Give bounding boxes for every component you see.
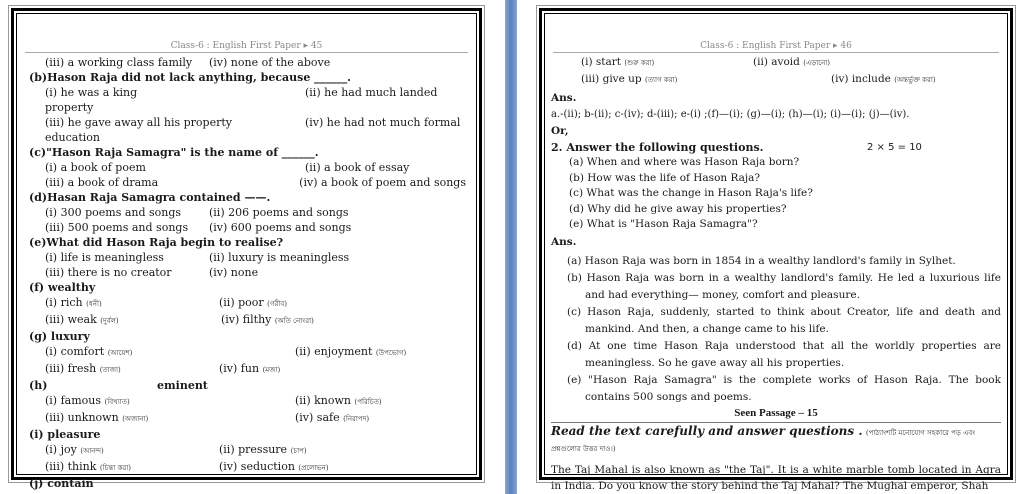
bangla-gloss: (এড়ানো)	[803, 59, 831, 67]
question-h-word: eminent	[157, 379, 208, 392]
option-continuation: education	[45, 131, 100, 144]
bangla-instruction: (পাঠ্যাংশটি মনোযোগ সহকারে পড় এবং প্রশ্নগুলোর উত্তর দাও।)	[551, 428, 976, 453]
option: (i) a book of poem	[45, 161, 146, 174]
bangla-gloss: (দুর্বল)	[100, 317, 119, 325]
bangla-gloss: (তাজা)	[99, 366, 121, 374]
option: (iii) give up	[581, 72, 642, 85]
answer-label: Ans.	[551, 92, 577, 104]
question-2-marks: 2 × 5 = 10	[867, 141, 922, 153]
or-label: Or,	[551, 125, 569, 137]
option: (i) 300 poems and songs	[45, 206, 182, 219]
option: (i) comfort	[45, 345, 105, 358]
bangla-gloss: (প্রলোভন)	[298, 464, 329, 472]
bangla-gloss: (নিরাপদ)	[343, 415, 370, 423]
page-header: Class-6 : English First Paper ▸ 46	[553, 41, 999, 53]
question: (d) Why did he give away his properties?	[569, 202, 787, 215]
instruction: Read the text carefully and answer questions .	[551, 423, 863, 438]
bangla-gloss: (উপভোগ)	[375, 349, 407, 357]
bangla-gloss: (বিখ্যাত)	[104, 398, 130, 406]
page-header: Class-6 : English First Paper ▸ 45	[25, 41, 468, 53]
right-page	[536, 5, 1016, 492]
option: (iv) 600 poems and songs	[209, 221, 352, 234]
question-c: (c)"Hason Raja Samagra" is the name of ______.	[29, 146, 319, 159]
option: (ii) poor	[219, 296, 264, 309]
question-j: (j) contain	[29, 477, 94, 490]
bangla-gloss: (অন্তর্ভুক্ত করা)	[894, 75, 936, 84]
question-d: (d)Hasan Raja Samagra contained ——.	[29, 191, 271, 204]
option: (ii) he had much landed	[305, 86, 438, 99]
left-page-content	[29, 55, 466, 491]
option: (iii) a book of drama	[45, 176, 159, 189]
answer: (e) "Hason Raja Samagra" is the complete works of Hason Raja. The book contains 500 songs and poems.	[567, 374, 1001, 403]
bangla-gloss: (পরিচিত)	[354, 398, 382, 406]
option: (i) life is meaningless	[45, 251, 164, 264]
option: (iv) safe	[295, 411, 340, 424]
option: (iii) unknown	[45, 411, 119, 424]
bangla-gloss: (অতি নোংরা)	[274, 317, 314, 325]
option: (i) start	[581, 56, 621, 68]
option: (ii) known	[295, 394, 351, 407]
answer-label: Ans.	[551, 235, 577, 248]
answer: (b) Hason Raja was born in a wealthy landlord's family. He led a luxurious life and had everything— money, comfort and pleasure.	[567, 272, 1001, 301]
question-b: (b)Hason Raja did not lack anything, because ______.	[29, 71, 352, 84]
option: (i) rich	[45, 296, 83, 309]
option: (iii) he gave away all his property	[45, 116, 232, 129]
left-page	[8, 5, 485, 490]
option: (iii) a working class family	[45, 56, 193, 69]
option: (iv) a book of poem and songs	[299, 176, 466, 189]
bangla-gloss: (চিন্তা করা)	[99, 464, 132, 472]
bangla-gloss: (আনন্দ)	[80, 447, 104, 455]
bangla-gloss: (গরীব)	[267, 300, 287, 308]
option: (iii) 500 poems and songs	[45, 221, 189, 234]
option: (iii) fresh	[45, 362, 97, 375]
option: (ii) avoid	[753, 56, 800, 68]
question-e: (e)What did Hason Raja begin to realise?	[29, 236, 284, 249]
bangla-gloss: (আয়েশ)	[107, 349, 133, 357]
option: (i) famous	[45, 394, 102, 407]
bangla-gloss: (মজা)	[262, 366, 281, 374]
question: (c) What was the change in Hason Raja's life?	[569, 187, 813, 199]
option: (ii) enjoyment	[295, 345, 373, 358]
answer: (d) At one time Hason Raja understood that all the worldly properties are meaningless. So he gave away all his properties.	[567, 340, 1001, 369]
option: (iv) none	[209, 266, 259, 279]
option: (ii) 206 poems and songs	[209, 206, 349, 219]
page-separator	[505, 0, 517, 494]
bangla-gloss: (চাপ)	[290, 447, 307, 455]
option: (iv) he had not much formal	[305, 116, 461, 129]
bangla-gloss: (অজানা)	[122, 415, 149, 423]
question-g: (g) luxury	[29, 330, 90, 343]
option: (ii) pressure	[219, 443, 288, 456]
question-h-label: (h)	[29, 379, 48, 392]
option: (iv) none of the above	[209, 56, 331, 69]
option: (i) joy	[45, 443, 77, 456]
option: (iv) seduction	[219, 460, 295, 473]
answer-key: a.-(ii); b-(ii); c-(iv); d-(iii); e-(i) ;(f)—(i); (g)—(i); (h)—(i); (i)—(i); (j)—(iv).	[551, 108, 910, 120]
option: (iv) fun	[219, 362, 260, 375]
option: (iii) weak	[45, 313, 97, 326]
option: (ii) luxury is meaningless	[209, 251, 350, 264]
question-i: (i) pleasure	[29, 428, 101, 441]
seen-passage-title: Seen Passage – 15	[734, 407, 818, 419]
bangla-gloss: (শুরু করা)	[624, 59, 655, 67]
option: (iv) include	[831, 72, 891, 85]
bangla-gloss: (ত্যাগ করা)	[645, 75, 678, 84]
option: (i) he was a king	[45, 86, 138, 99]
right-page-content	[551, 55, 1001, 494]
answer: (a) Hason Raja was born in 1854 in a wealthy landlord's family in Sylhet.	[567, 255, 956, 267]
option: (iv) filthy	[221, 313, 272, 326]
option: (ii) a book of essay	[305, 161, 410, 174]
question-f: (f) wealthy	[29, 281, 96, 294]
question: (b) How was the life of Hason Raja?	[569, 171, 761, 184]
bangla-gloss: (ধনী)	[86, 300, 102, 308]
passage-text: The Taj Mahal is also known as "the Taj". It is a white marble tomb located in Agra in India. Do you know the story behind the Taj Mahal? The Mughal emperor, Shah	[551, 463, 1001, 492]
question: (a) When and where was Hason Raja born?	[569, 156, 800, 168]
option-continuation: property	[45, 101, 94, 114]
option: (iii) think	[45, 460, 97, 473]
answer: (c) Hason Raja, suddenly, started to think about Creator, life and death and mankind. And then, a change came to his life.	[567, 306, 1001, 335]
question: (e) What is "Hason Raja Samagra"?	[569, 218, 758, 230]
option: (iii) there is no creator	[45, 266, 172, 279]
question-2-title: 2. Answer the following questions.	[551, 140, 764, 154]
